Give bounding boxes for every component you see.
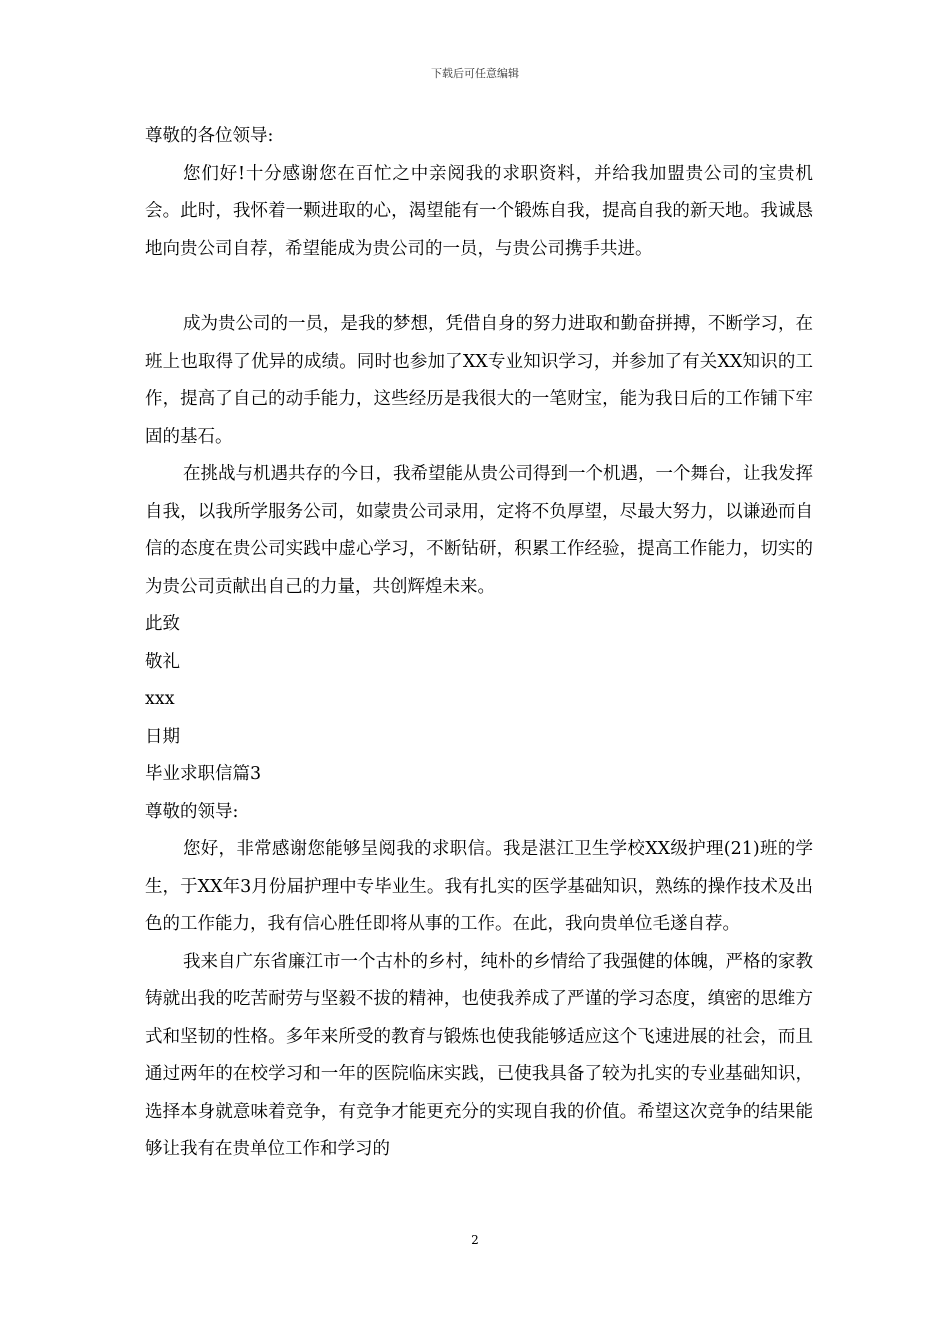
page-number: 2 <box>471 1233 479 1247</box>
letter1-salutation: 尊敬的各位领导: <box>145 126 274 146</box>
page-header: 下载后可任意编辑 <box>431 67 519 80</box>
letter1-closing-2: 敬礼 <box>145 651 180 672</box>
letter1-paragraph-1: 您们好!十分感谢您在百忙之中亲阅我的求职资料，并给我加盟贵公司的宝贵机会。此时，我怀着一颗进取的心，渴望能有一个锻炼自我，提高自我的新天地。我诚恳地向贵公司自荐，希望能成为贵公司的一员，与贵公司携手共进。 <box>145 163 813 259</box>
letter1-date: 日期 <box>145 726 180 747</box>
letter1-paragraph-3: 在挑战与机遇共存的今日，我希望能从贵公司得到一个机遇，一个舞台，让我发挥自我，以我所学服务公司，如蒙贵公司录用，定将不负厚望，尽最大努力，以谦逊而自信的态度在贵公司实践中虚心学习，不断钻研，积累工作经验，提高工作能力，切实的为贵公司贡献出自己的力量，共创辉煌未来。 <box>145 464 813 597</box>
paragraph-gap <box>145 268 813 306</box>
letter1-closing-1: 此致 <box>145 614 180 634</box>
letter2-salutation: 尊敬的领导: <box>145 801 239 822</box>
letter2-paragraph-1: 您好，非常感谢您能够呈阅我的求职信。我是湛江卫生学校XX级护理(21)班的学生，于XX年3月份届护理中专毕业生。我有扎实的医学基础知识，熟练的操作技术及出色的工作能力，我有信心胜任即将从事的工作。在此，我向贵单位毛遂自荐。 <box>145 839 813 934</box>
letter1-paragraph-2: 成为贵公司的一员，是我的梦想，凭借自身的努力进取和勤奋拼搏，不断学习，在班上也取得了优异的成绩。同时也参加了XX专业知识学习，并参加了有关XX知识的工作，提高了自己的动手能力，这些经历是我很大的一笔财宝，能为我日后的工作铺下牢固的基石。 <box>145 314 813 447</box>
document-body <box>145 118 813 1169</box>
letter2-paragraph-2: 我来自广东省廉江市一个古朴的乡村，纯朴的乡情给了我强健的体魄，严格的家教铸就出我的吃苦耐劳与坚毅不拔的精神，也使我养成了严谨的学习态度，缜密的思维方式和坚韧的性格。多年来所受的教育与锻炼也使我能够适应这个飞速进展的社会，而且通过两年的在校学习和一年的医院临床实践，已使我具备了较为扎实的专业基础知识，选择本身就意味着竞争，有竞争才能更充分的实现自我的价值。希望这次竞争的结果能够让我有在贵单位工作和学习的 <box>145 951 813 1159</box>
letter2-title: 毕业求职信篇3 <box>145 764 262 784</box>
letter1-signature: xxx <box>145 689 175 709</box>
